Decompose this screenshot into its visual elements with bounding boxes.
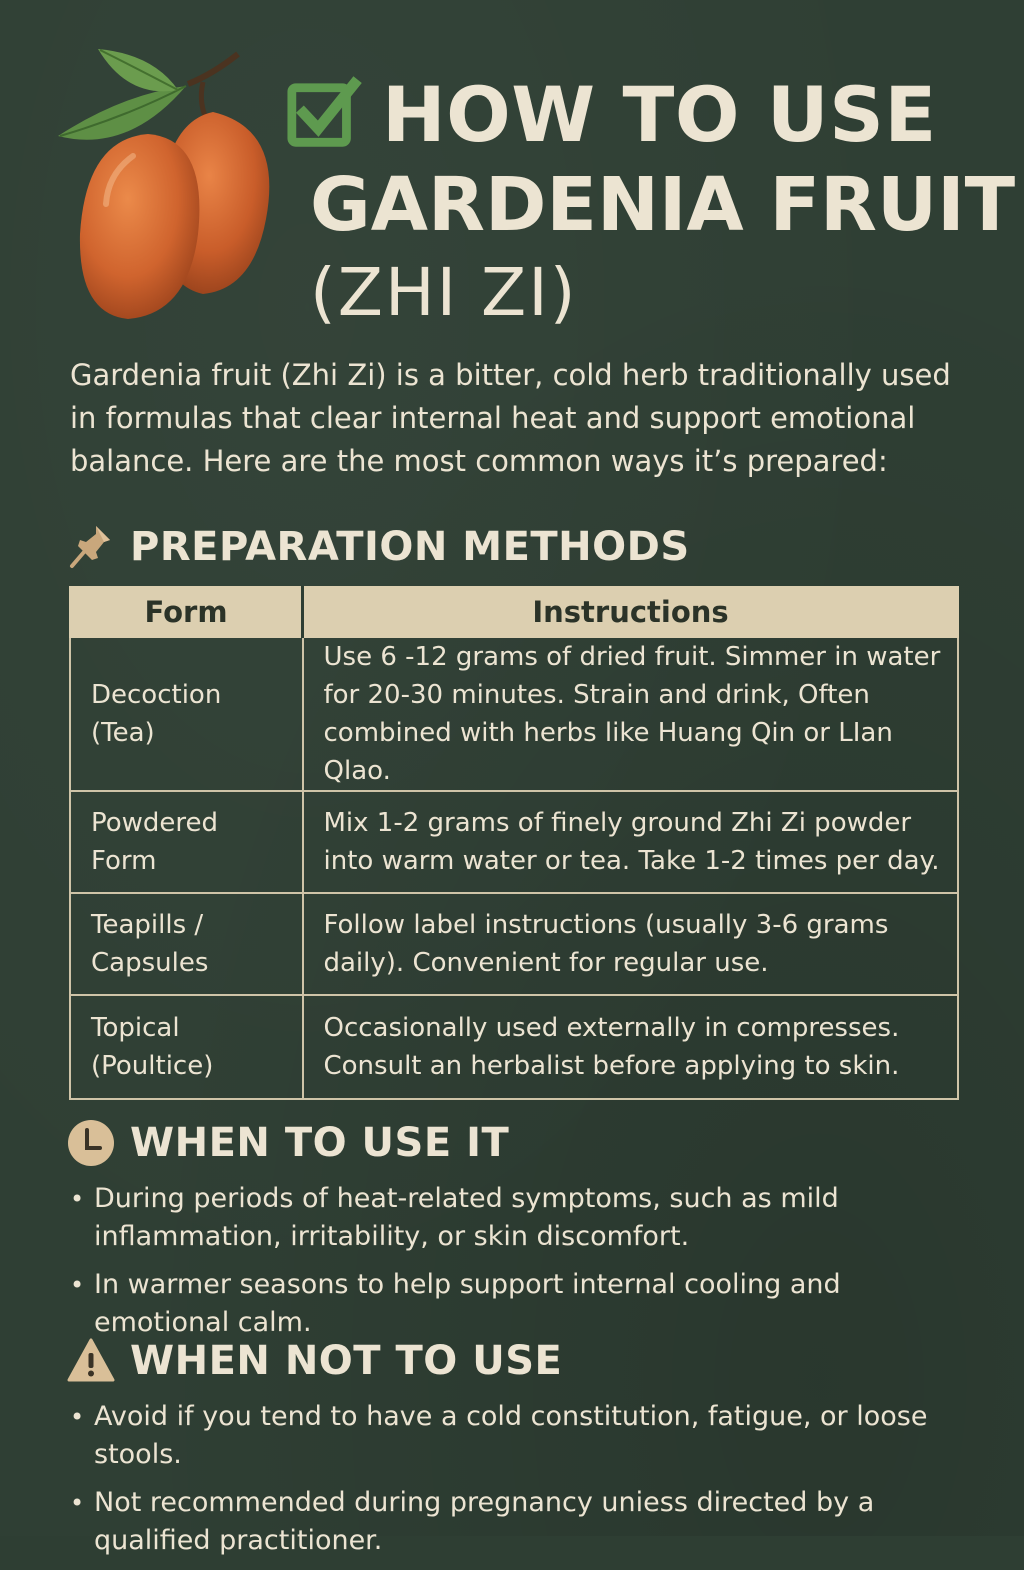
instructions-cell: Occasionally used externally in compresses. Consult an herbalist before applying to skin. [303,995,959,1099]
form-cell: Topical (Poultice) [70,995,303,1099]
when-to-use-heading-text: WHEN TO USE IT [130,1120,510,1166]
when-to-use-list [70,1180,980,1352]
table-row [70,893,958,995]
title-line-2: GARDENIA FRUIT [310,162,1016,248]
warning-icon [66,1336,116,1386]
table-row [70,791,958,893]
gardenia-fruit-icon [38,44,298,324]
column-header-form: Form [70,587,303,637]
table-row [70,637,958,791]
bullet-icon: • [70,1403,85,1431]
preparation-table [69,586,959,1100]
push-pin-icon [66,522,116,572]
form-cell: Teapills / Capsules [70,893,303,995]
bullet-icon: • [70,1489,85,1517]
list-item-text: During periods of heat-related symptoms, such as mild inflammation, irritability, or skin discomfort. [94,1183,839,1252]
title-line-1 [286,70,986,160]
instructions-cell: Follow label instructions (usually 3-6 grams daily). Convenient for regular use. [303,893,959,995]
page-title [286,70,1016,336]
bullet-icon: • [70,1185,85,1213]
preparation-heading [66,522,690,572]
list-item-text: Avoid if you tend to have a cold constitution, fatigue, or loose stools. [94,1401,928,1470]
when-not-to-use-heading [66,1336,562,1386]
title-line-3: (ZHI ZI) [310,254,578,331]
instructions-cell: Use 6 -12 grams of dried fruit. Simmer in water for 20-30 minutes. Strain and drink, Often combined with herbs like Huang Qin or LIan Qlao. [303,637,959,791]
list-item-text: In warmer seasons to help support internal cooling and emotional calm. [94,1269,841,1338]
list-item [70,1398,980,1474]
when-not-to-use-list [70,1398,980,1570]
intro-paragraph: Gardenia fruit (Zhi Zi) is a bitter, cold herb traditionally used in formulas that clear internal heat and support emotional balance. Here are the most common ways it’s prepared: [70,358,951,478]
bullet-icon: • [70,1271,85,1299]
table-row [70,995,958,1099]
check-box-icon [286,76,364,154]
list-item [70,1180,980,1256]
clock-icon [66,1118,116,1168]
list-item-text: Not recommended during pregnancy uniess directed by a qualified practitioner. [94,1487,875,1556]
when-to-use-heading [66,1118,509,1168]
title-text-1: HOW TO USE [382,70,937,159]
preparation-heading-text: PREPARATION METHODS [130,524,690,570]
form-cell: Powdered Form [70,791,303,893]
list-item [70,1266,980,1342]
instructions-cell: Mix 1-2 grams of finely ground Zhi Zi powder into warm water or tea. Take 1-2 times per day. [303,791,959,893]
column-header-instructions: Instructions [303,587,959,637]
table-header-row [70,587,958,637]
when-not-to-use-heading-text: WHEN NOT TO USE [130,1338,563,1384]
list-item [70,1484,980,1560]
form-cell: Decoction (Tea) [70,637,303,791]
